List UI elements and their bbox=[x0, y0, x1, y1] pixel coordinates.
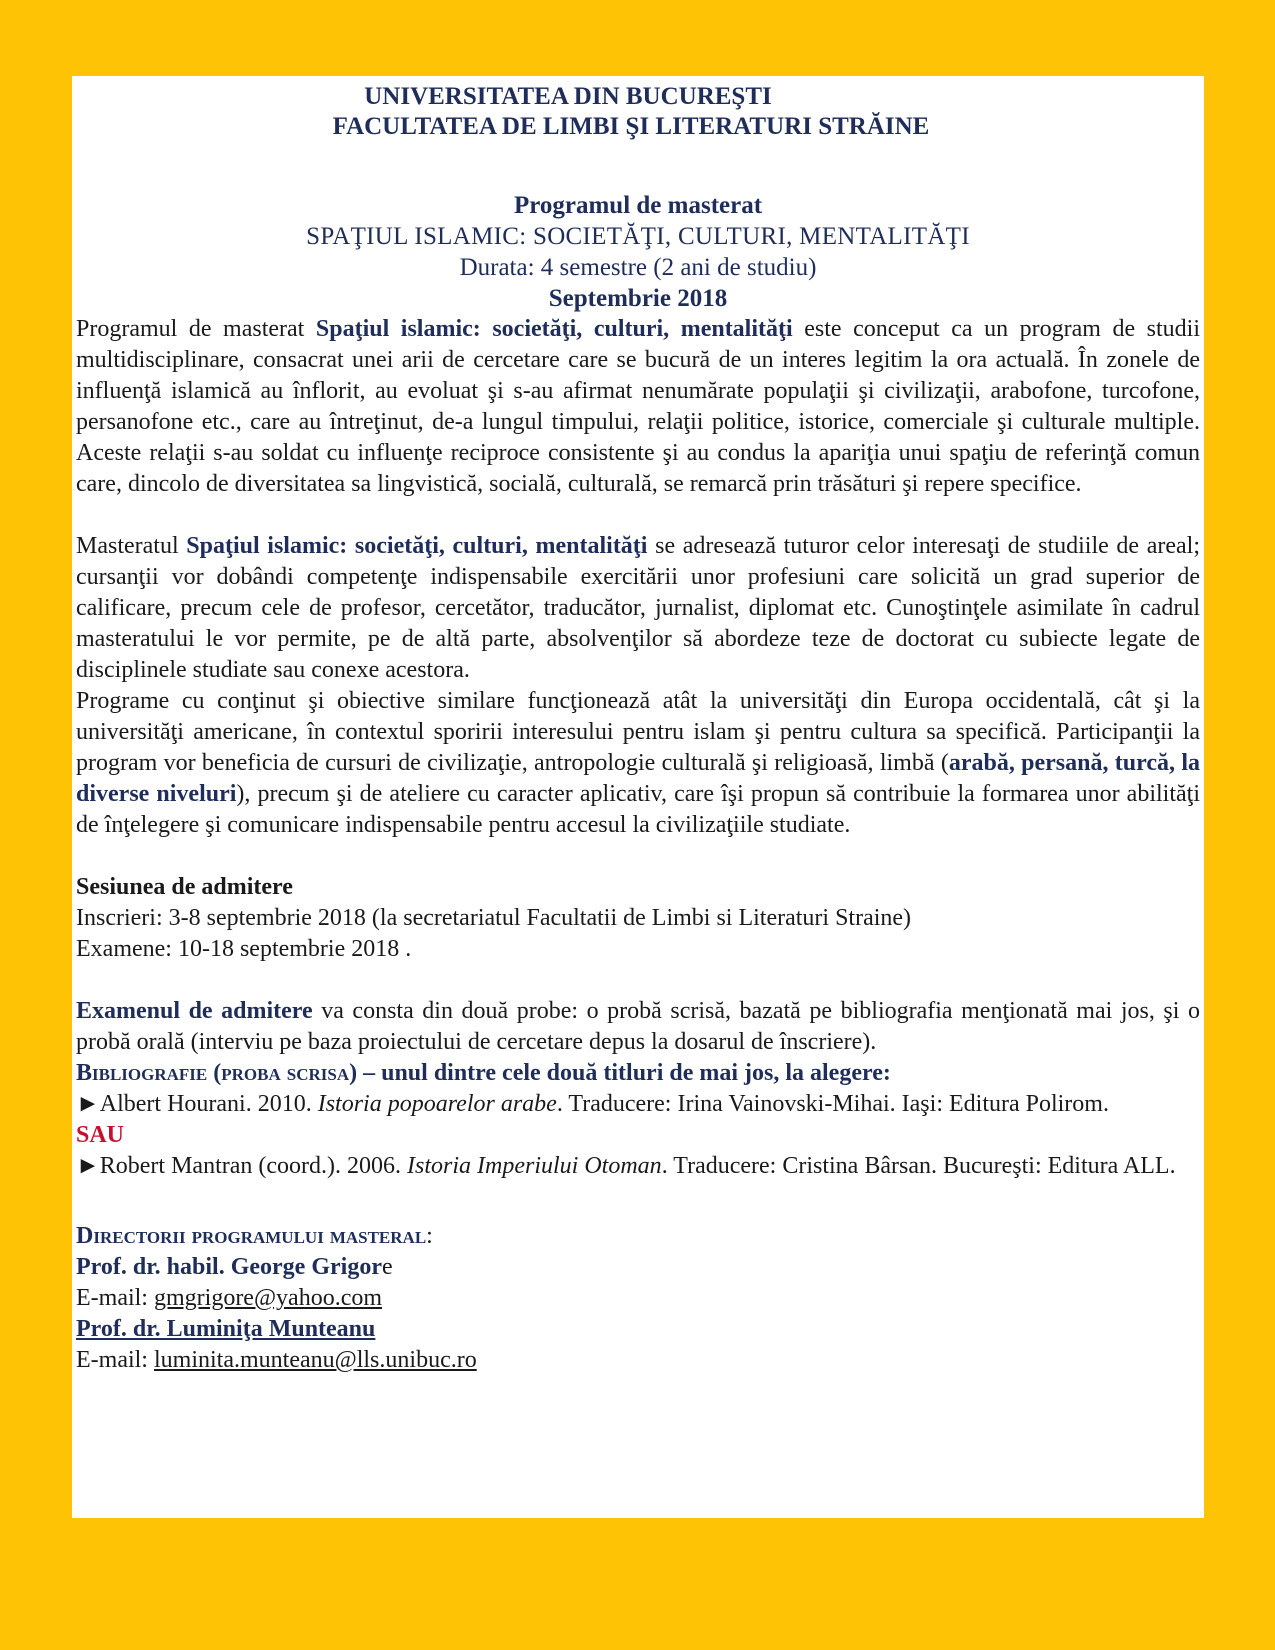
admission-heading: Sesiunea de admitere bbox=[76, 874, 293, 900]
program-label: Programul de masterat bbox=[513, 192, 763, 219]
bibliography-heading: Bibliografie (proba scrisa) – unul dintre cele două titluri de mai jos, la alegere: bbox=[76, 1060, 891, 1086]
director-1-email-link[interactable]: gmgrigore@yahoo.com bbox=[153, 1285, 383, 1311]
exam-dates: Examene: 10-18 septembrie 2018 . bbox=[76, 936, 412, 962]
director-2-email-row: E-mail: luminita.munteanu@lls.unibuc.ro bbox=[76, 1347, 477, 1373]
audience-paragraph: Masteratul Spaţiul islamic: societăţi, culturi, mentalităţi se adresează tuturor celor interesaţi de studiile de areal; cursanţii vor dobândi competenţe indispensabile exercitării unor profesiuni care solicită un grad superior de calificare, precum cele de profesor, cercetător, traducător, jurnalist, diplomat etc. Cunoştinţele asimilate în cadrul masteratului le vor permite, pe de altă parte, absolvenţilor să abordeze teze de doctorat cu subiecte legate de disciplinele studiate sau conexe acestora. bbox=[76, 533, 1200, 683]
directors-heading: Directorii programului masteral: bbox=[76, 1223, 433, 1249]
bibliography-item-1: ►Albert Hourani. 2010. Istoria popoarelor arabe. Traducere: Irina Vainovski-Mihai. Iaşi: Editura Polirom. bbox=[76, 1091, 1109, 1117]
intro-paragraph: Programul de masterat Spaţiul islamic: societăţi, culturi, mentalităţi este conceput ca un program de studii multidisciplinare, consacrat unei arii de cercetare care se bucură de un interes legitim la ora actuală. În zonele de influenţă islamică au înflorit, au evoluat şi s-au afirmat nenumărate populaţii şi civilizaţii, arabofone, turcofone, persanofone etc., care au întreţinut, de-a lungul timpului, relaţii politice, istorice, comerciale şi culturale multiple. Aceste relaţii s-au soldat cu influenţe reciproce consistente şi au condus la apariţia unui spaţiu de referinţă comun care, dincolo de diversitatea sa lingvistică, socială, culturală, se remarcă prin trăsături şi repere specifice. bbox=[76, 316, 1200, 497]
director-1-name: Prof. dr. habil. George Grigore bbox=[76, 1254, 393, 1280]
director-2-name: Prof. dr. Luminiţa Munteanu bbox=[76, 1316, 376, 1342]
programs-paragraph: Programe cu conţinut şi obiective similare funcţionează atât la universităţi din Europa occidentală, cât şi la universităţi americane, în contextul sporirii interesului pentru islam şi pentru cultura sa specifică. Participanţii la program vor beneficia de cursuri de civilizaţie, antropologie culturală şi religioasă, limbă (arabă, persană, turcă, la diverse niveluri), precum şi de ateliere cu caracter aplicativ, care îşi propun să contribuie la formarea unor abilităţi de înţelegere şi comunicare indispensabile pentru accesul la civilizaţiile studiate. bbox=[76, 688, 1201, 838]
bibliography-item-2: ►Robert Mantran (coord.). 2006. Istoria Imperiului Otoman. Traducere: Cristina Bârsan. Bucureşti: Editura ALL. bbox=[76, 1153, 1176, 1179]
program-date: Septembrie 2018 bbox=[548, 285, 728, 312]
program-duration: Durata: 4 semestre (2 ani de studiu) bbox=[459, 254, 817, 281]
university-heading: UNIVERSITATEA DIN BUCUREŞTI bbox=[364, 83, 772, 110]
bibliography-or: SAU bbox=[76, 1122, 125, 1148]
director-1-email-row: E-mail: gmgrigore@yahoo.com bbox=[76, 1285, 383, 1311]
exam-paragraph: Examenul de admitere va consta din două probe: o probă scrisă, bazată pe bibliografia menţionată mai jos, şi o probă orală (interviu pe baza proiectului de cercetare depus la dosarul de înscriere). bbox=[76, 998, 1200, 1055]
document-page bbox=[72, 76, 1204, 1518]
registration-dates: Inscrieri: 3-8 septembrie 2018 (la secretariatul Facultatii de Limbi si Literaturi Straine) bbox=[76, 905, 912, 931]
faculty-heading: FACULTATEA DE LIMBI ŞI LITERATURI STRĂINE bbox=[332, 113, 930, 140]
director-2-email-link[interactable]: luminita.munteanu@lls.unibuc.ro bbox=[153, 1347, 477, 1373]
program-title: SPAŢIUL ISLAMIC: SOCIETĂŢI, CULTURI, MENTALITĂŢI bbox=[306, 223, 970, 250]
